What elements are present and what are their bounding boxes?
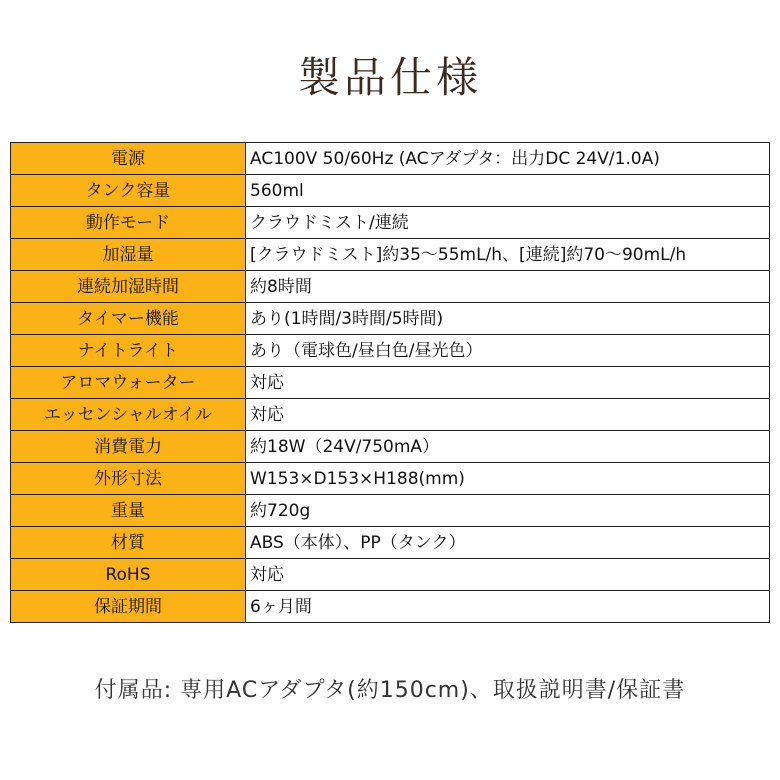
spec-row-tank-capacity: [11, 175, 770, 207]
spec-row-night-light: [11, 335, 770, 367]
spec-label: タンク容量: [11, 175, 246, 207]
spec-value: クラウドミスト/連続: [246, 207, 770, 239]
spec-row-weight: [11, 495, 770, 527]
spec-value: あり(1時間/3時間/5時間): [246, 303, 770, 335]
spec-row-timer: [11, 303, 770, 335]
spec-value: 対応: [246, 399, 770, 431]
spec-label: 動作モード: [11, 207, 246, 239]
spec-label: 材質: [11, 527, 246, 559]
spec-row-dimensions: [11, 463, 770, 495]
spec-row-aroma-water: [11, 367, 770, 399]
spec-value: 6ヶ月間: [246, 591, 770, 623]
spec-label: 電源: [11, 143, 246, 175]
spec-row-essential-oil: [11, 399, 770, 431]
spec-row-power-consumption: [11, 431, 770, 463]
spec-label: RoHS: [11, 559, 246, 591]
spec-label: エッセンシャルオイル: [11, 399, 246, 431]
spec-row-continuous-time: [11, 271, 770, 303]
spec-label: 連続加湿時間: [11, 271, 246, 303]
spec-row-power: [11, 143, 770, 175]
spec-value: あり（電球色/昼白色/昼光色）: [246, 335, 770, 367]
spec-value: ABS（本体）、PP（タンク）: [246, 527, 770, 559]
spec-value: AC100V 50/60Hz (ACアダプタ：出力DC 24V/1.0A): [246, 143, 770, 175]
spec-row-rohs: [11, 559, 770, 591]
spec-value: 560ml: [246, 175, 770, 207]
spec-value: 対応: [246, 367, 770, 399]
page-title: 製品仕様: [297, 53, 482, 102]
accessories-note: 付属品: 専用ACアダプタ(約150cm)、取扱説明書/保証書: [94, 678, 686, 703]
spec-label: タイマー機能: [11, 303, 246, 335]
spec-value: 約18W（24V/750mA）: [246, 431, 770, 463]
spec-value: 約8時間: [246, 271, 770, 303]
spec-row-warranty: [11, 591, 770, 623]
spec-value: 対応: [246, 559, 770, 591]
spec-value: W153×D153×H188(mm): [246, 463, 770, 495]
spec-label: 加湿量: [11, 239, 246, 271]
spec-row-operation-mode: [11, 207, 770, 239]
spec-label: 外形寸法: [11, 463, 246, 495]
spec-row-material: [11, 527, 770, 559]
spec-label: 保証期間: [11, 591, 246, 623]
spec-label: アロマウォーター: [11, 367, 246, 399]
spec-label: 消費電力: [11, 431, 246, 463]
spec-table: [10, 142, 770, 623]
spec-label: ナイトライト: [11, 335, 246, 367]
spec-value: [クラウドミスト]約35～55mL/h、[連続]約70～90mL/h: [246, 239, 770, 271]
spec-row-humidification: [11, 239, 770, 271]
spec-label: 重量: [11, 495, 246, 527]
spec-value: 約720g: [246, 495, 770, 527]
